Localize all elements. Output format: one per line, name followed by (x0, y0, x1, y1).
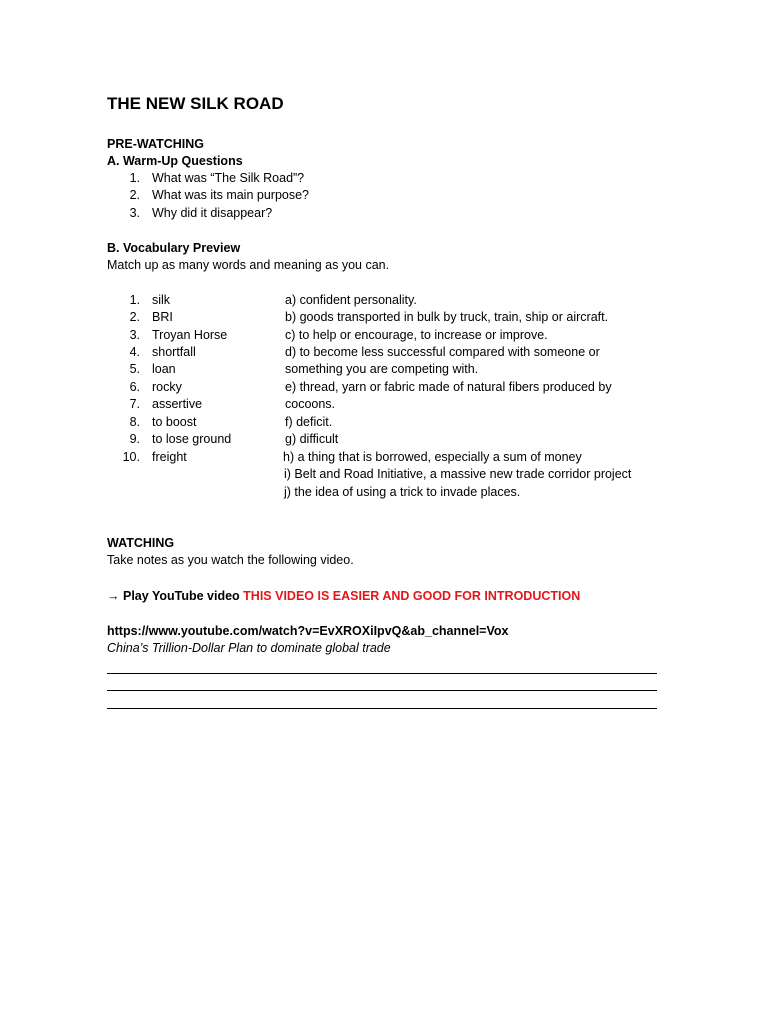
vocab-word: Troyan Horse (152, 328, 228, 342)
vocab-definition: a) confident personality. (285, 293, 417, 307)
vocab-instruction: Match up as many words and meaning as you can. (107, 258, 390, 272)
vocab-definition: e) thread, yarn or fabric made of natural fibers produced by (285, 380, 612, 394)
vocab-word: rocky (152, 380, 182, 394)
vocab-definition: b) goods transported in bulk by truck, train, ship or aircraft. (285, 310, 609, 324)
list-number: 1. (129, 171, 140, 185)
list-number: 1. (129, 293, 140, 307)
video-highlight-note: THIS VIDEO IS EASIER AND GOOD FOR INTRODUCTION (243, 589, 581, 603)
vocab-definition: d) to become less successful compared with someone or (285, 345, 600, 359)
vocab-word: to boost (152, 415, 197, 429)
vocab-definition: f) deficit. (285, 415, 333, 429)
list-number: 3. (129, 206, 140, 220)
list-number: 2. (129, 310, 140, 324)
vocab-definition: something you are competing with. (285, 362, 479, 376)
vocab-word: assertive (152, 397, 203, 411)
warmup-question-text: Why did it disappear? (152, 206, 273, 220)
list-number: 3. (129, 328, 140, 342)
video-title: China’s Trillion-Dollar Plan to dominate global trade (107, 641, 391, 655)
warmup-question-text: What was “The Silk Road”? (152, 171, 305, 185)
arrow-right-icon: → (107, 589, 120, 603)
warmup-question-text: What was its main purpose? (152, 188, 310, 202)
list-number: 7. (129, 397, 140, 411)
list-number: 9. (129, 432, 140, 446)
vocab-definition: cocoons. (285, 397, 336, 411)
vocab-word: to lose ground (152, 432, 232, 446)
list-number: 8. (129, 415, 140, 429)
vocab-definition: c) to help or encourage, to increase or improve. (285, 328, 548, 342)
vocab-word: shortfall (152, 345, 196, 359)
list-number: 4. (129, 345, 140, 359)
list-number: 5. (129, 362, 140, 376)
vocab-definition: j) the idea of using a trick to invade places. (284, 485, 521, 499)
watching-heading: WATCHING (107, 536, 175, 550)
play-video-line (107, 589, 580, 603)
watching-instruction: Take notes as you watch the following video. (107, 553, 354, 567)
vocab-definition: h) a thing that is borrowed, especially a sum of money (283, 450, 582, 464)
pre-watching-heading: PRE-WATCHING (107, 137, 204, 151)
vocab-word: freight (152, 450, 187, 464)
page-title: THE NEW SILK ROAD (107, 94, 284, 113)
vocab-heading: B. Vocabulary Preview (107, 241, 241, 255)
youtube-link[interactable]: https://www.youtube.com/watch?v=EvXROXiIpvQ&ab_channel=Vox (107, 624, 509, 638)
list-number: 6. (129, 380, 140, 394)
vocab-definition: g) difficult (285, 432, 339, 446)
vocab-word: BRI (152, 310, 173, 324)
vocab-definition: i) Belt and Road Initiative, a massive new trade corridor project (284, 467, 632, 481)
list-number: 2. (129, 188, 140, 202)
vocab-word: loan (152, 362, 176, 376)
list-number: 10. (122, 450, 140, 464)
vocab-word: silk (152, 293, 171, 307)
notes-line (107, 690, 657, 691)
notes-line (107, 673, 657, 674)
notes-line (107, 708, 657, 709)
play-video-label: Play YouTube video (122, 589, 240, 603)
warmup-heading: A. Warm-Up Questions (107, 154, 243, 168)
